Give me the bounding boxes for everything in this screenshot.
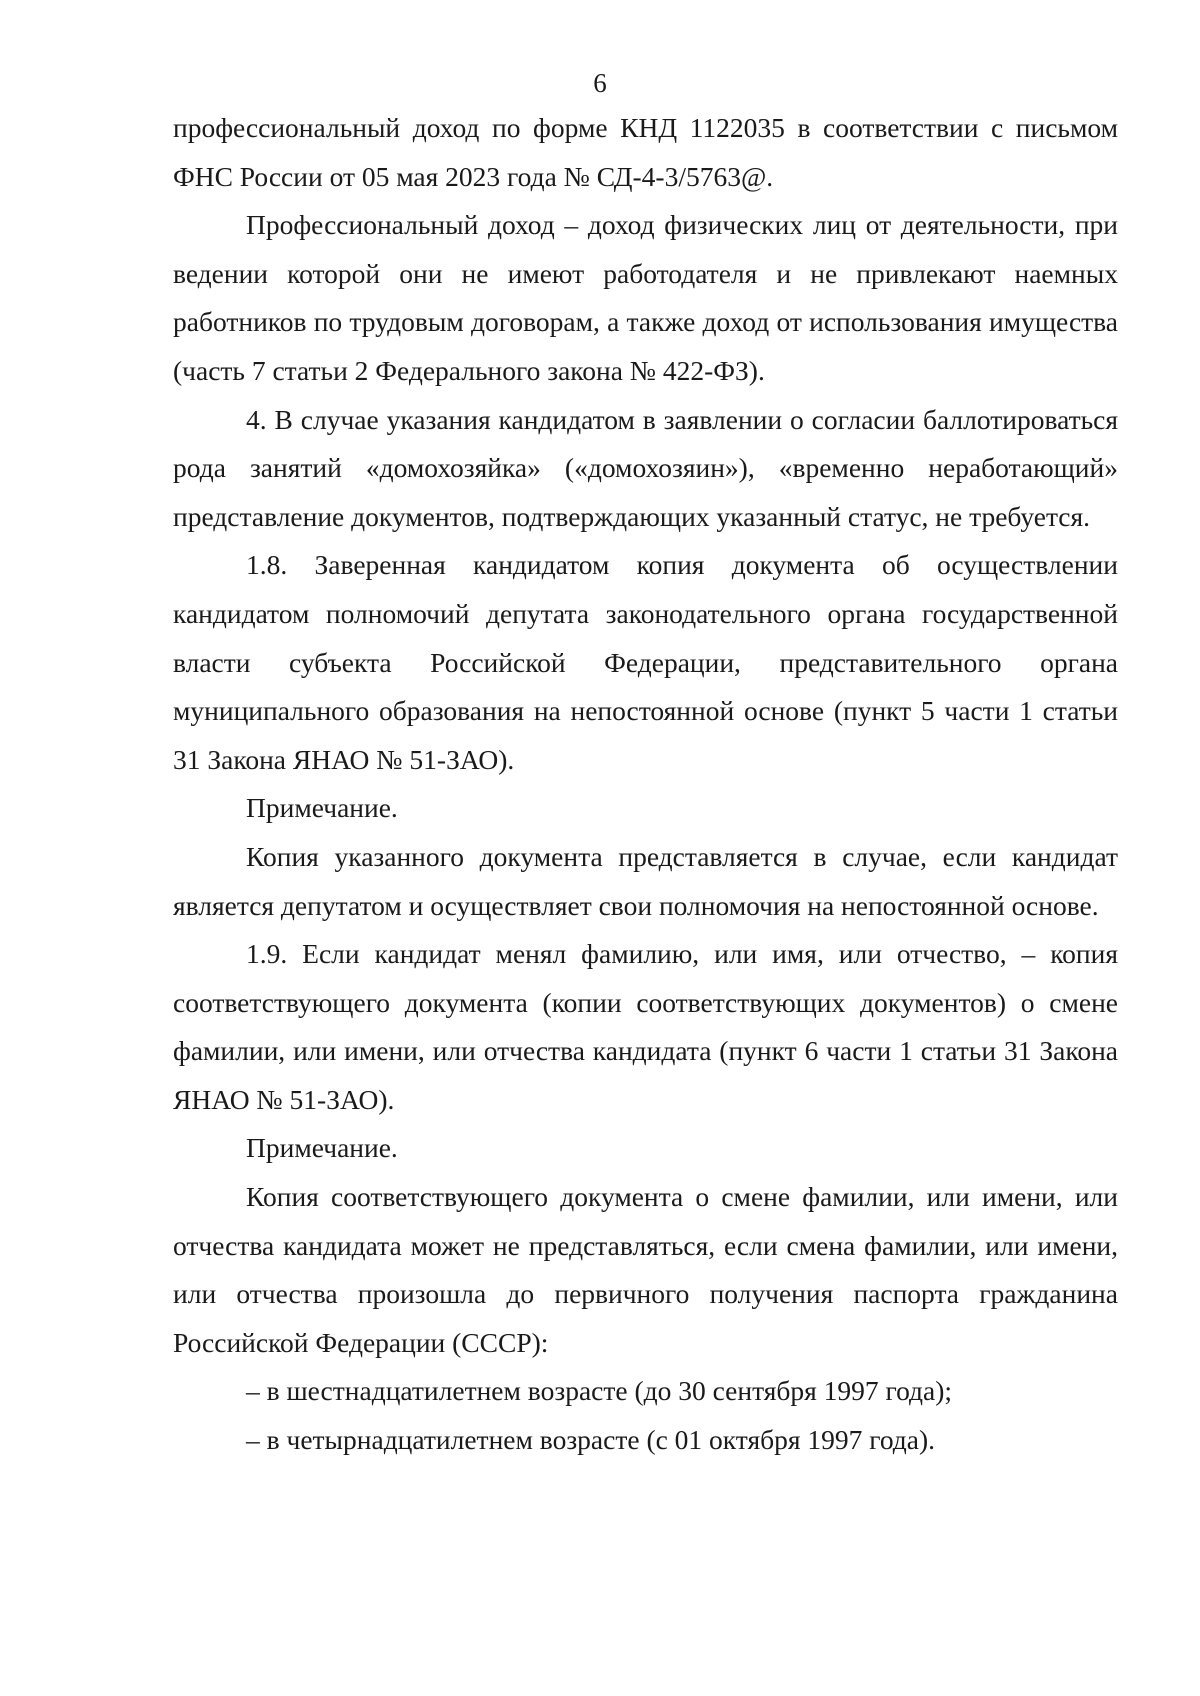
dash-list-item: – в четырнадцатилетнем возрасте (с 01 октября 1997 года). bbox=[246, 1424, 936, 1456]
paragraph-item-4: 4. В случае указания кандидатом в заявлении о согласии баллотироваться рода занятий «домохозяйка» («домохозяин»), «временно неработающий» представление документов, подтверждающих указанный статус, не требуется. bbox=[173, 403, 1118, 532]
note-body: Копия указанного документа представляется в случае, если кандидат является депутатом и осуществляет свои полномочия на непостоянной основе. bbox=[173, 840, 1118, 921]
paragraph-continuation: профессиональный доход по форме КНД 1122035 в соответствии с письмом ФНС России от 05 мая 2023 года № СД-4-3/5763@. bbox=[173, 112, 1118, 192]
document-body bbox=[173, 104, 1118, 1465]
note-heading: Примечание. bbox=[246, 1132, 398, 1164]
note-heading: Примечание. bbox=[246, 792, 398, 824]
note-body: Копия соответствующего документа о смене фамилии, или имени, или отчества кандидата может не представляться, если смена фамилии, или имени, или отчества произошла до первичного получения паспорта гражданина Российской Федерации (СССР): bbox=[173, 1181, 1118, 1358]
paragraph-item-1-9: 1.9. Если кандидат менял фамилию, или имя, или отчество, – копия соответствующего документа (копии соответствующих документов) о смене фамилии, или имени, или отчества кандидата (пункт 6 части 1 статьи 31 Закона ЯНАО № 51-ЗАО). bbox=[173, 938, 1118, 1115]
dash-list-item: – в шестнадцатилетнем возрасте (до 30 сентября 1997 года); bbox=[246, 1375, 953, 1407]
page-number: 6 bbox=[593, 68, 607, 98]
paragraph-item-1-8: 1.8. Заверенная кандидатом копия документа об осуществлении кандидатом полномочий депутата законодательного органа государственной власти субъекта Российской Федерации, представительного органа муниципального образования на непостоянной основе (пункт 5 части 1 статьи 31 Закона ЯНАО № 51-ЗАО). bbox=[173, 549, 1118, 775]
paragraph-professional-income-definition: Профессиональный доход – доход физических лиц от деятельности, при ведении которой они не имеют работодателя и не привлекают наемных работников по трудовым договорам, а также доход от использования имущества (часть 7 статьи 2 Федерального закона № 422-ФЗ). bbox=[173, 209, 1118, 386]
